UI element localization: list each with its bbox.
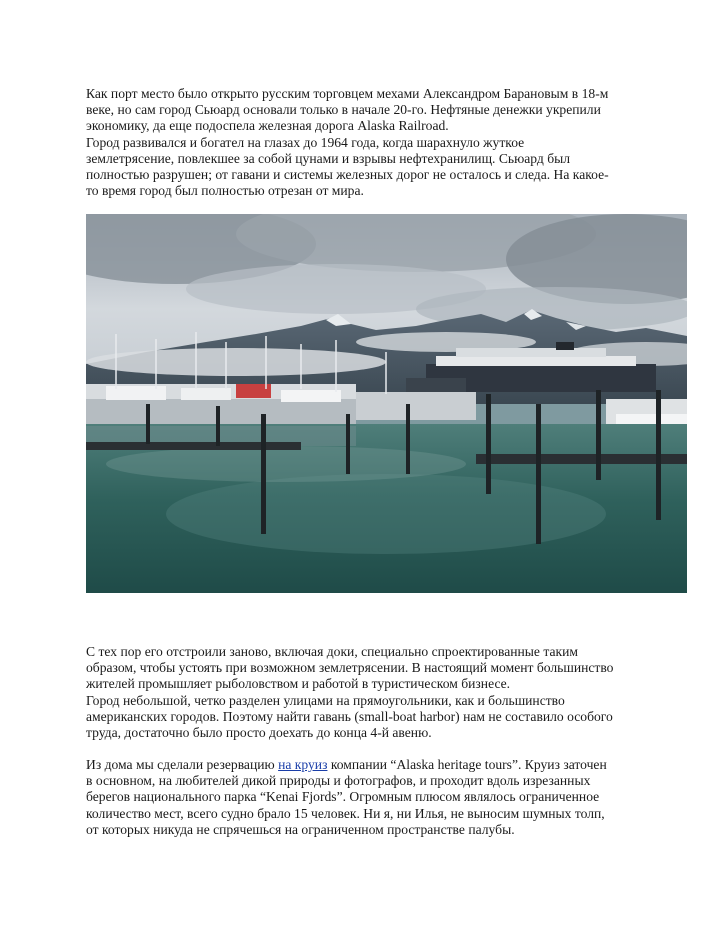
text-segment: компании “Alaska heritage tours”. Круиз заточен [327,757,607,772]
text-line: образом, чтобы устоять при возможном землетрясении. В настоящий момент большинство [86,660,614,676]
text-line: американских городов. Поэтому найти гавань (small-boat harbor) нам не составило особого [86,708,613,724]
text-line: то время город был полностью отрезан от мира. [86,183,364,199]
text-line: Город небольшой, четко разделен улицами на прямоугольники, как и большинство [86,692,565,708]
text-line: труда, достаточно было просто доехать до конца 4-й авеню. [86,725,432,741]
text-line: от которых никуда не спрячешься на ограниченном пространстве палубы. [86,821,515,837]
text-line: экономику, да еще подоспела железная дорога Alaska Railroad. [86,118,449,134]
paragraph-rebuild [86,644,646,741]
text-line: Город развивался и богател на глазах до 1964 года, когда шарахнуло жуткое [86,134,525,150]
paragraph-history [86,86,646,199]
text-line: Как порт место было открыто русским торговцем мехами Александром Барановым в 18-м [86,86,609,101]
text-line: С тех пор его отстроили заново, включая доки, специально спроектированные таким [86,644,578,659]
text-line: жителей промышляет рыболовством и работой в туристическом бизнесе. [86,676,511,692]
cruise-link[interactable]: на круиз [278,757,328,772]
text-line: полностью разрушен; от гавани и системы железных дорог не осталось и следа. На какое- [86,167,609,183]
text-line: веке, но сам город Сьюард основали только в начале 20-го. Нефтяные денежки укрепили [86,102,601,118]
text-line: в основном, на любителей дикой природы и фотографов, и проходит вдоль изрезанных [86,773,591,789]
text-segment: Из дома мы сделали резервацию [86,757,279,772]
harbor-photo [86,214,687,593]
text-line: землетрясение, повлекшее за собой цунами и взрывы нефтехранилищ. Сьюард был [86,150,571,166]
text-line: берегов национального парка “Kenai Fjords”. Огромным плюсом являлось ограниченное [86,789,600,805]
paragraph-cruise [86,757,646,838]
text-line: количество мест, всего судно брало 15 человек. Ни я, ни Илья, не выносим шумных толп, [86,805,605,821]
text-line-with-link [86,757,646,773]
